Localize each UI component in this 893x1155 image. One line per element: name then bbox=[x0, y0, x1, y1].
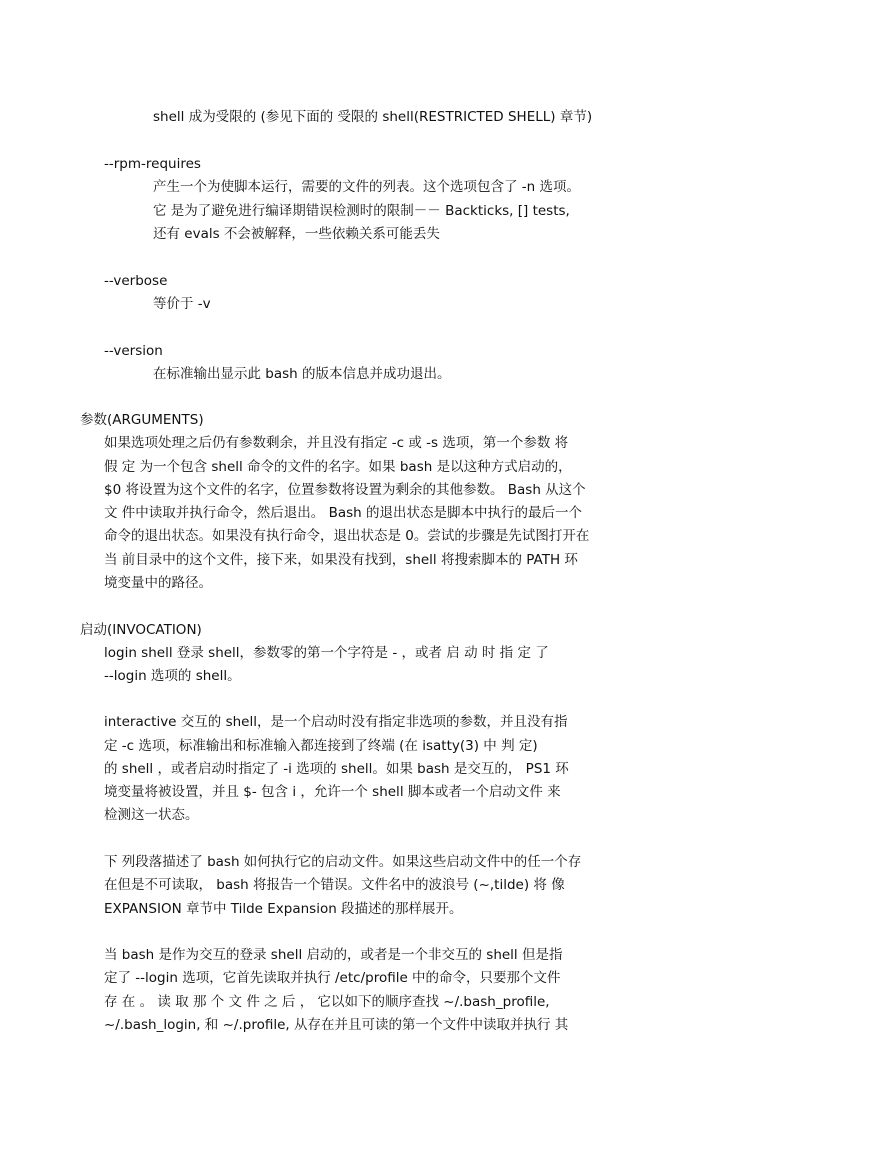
paragraph-line: 文 件中读取并执行命令，然后退出。 Bash 的退出状态是脚本中执行的最后一个 bbox=[104, 505, 582, 521]
paragraph-line: 当 前目录中的这个文件，接下来，如果没有找到，shell 将搜索脚本的 PATH 环 bbox=[104, 552, 578, 568]
option-desc-line: 等价于 -v bbox=[153, 296, 211, 312]
option-term-rpm-requires: --rpm-requires bbox=[104, 156, 201, 172]
paragraph-line: 存 在 。 读 取 那 个 文 件 之 后 ， 它以如下的顺序查找 ~/.bash_profile, bbox=[104, 994, 550, 1010]
paragraph-line: 如果选项处理之后仍有参数剩余，并且没有指定 -c 或 -s 选项，第一个参数 将 bbox=[104, 435, 569, 451]
paragraph-line: $0 将设置为这个文件的名字，位置参数将设置为剩余的其他参数。 Bash 从这个 bbox=[104, 482, 586, 498]
paragraph-line: 境变量将被设置，并且 $- 包含 i ，允许一个 shell 脚本或者一个启动文件 来 bbox=[104, 784, 561, 800]
paragraph-line: ~/.bash_login, 和 ~/.profile, 从存在并且可读的第一个文件中读取并执行 其 bbox=[104, 1017, 569, 1033]
paragraph-line: 定了 --login 选项，它首先读取并执行 /etc/profile 中的命令，只要那个文件 bbox=[104, 970, 561, 986]
section-heading-invocation: 启动(INVOCATION) bbox=[80, 622, 202, 638]
paragraph-line: 当 bash 是作为交互的登录 shell 启动的，或者是一个非交互的 shell 但是指 bbox=[104, 947, 563, 963]
paragraph-line: --login 选项的 shell。 bbox=[104, 668, 241, 684]
paragraph-line: login shell 登录 shell，参数零的第一个字符是 - ，或者 启 动 时 指 定 了 bbox=[104, 645, 549, 661]
paragraph-line: 在但是不可读取， bash 将报告一个错误。文件名中的波浪号 (~,tilde) 将 像 bbox=[104, 877, 565, 893]
option-term-version: --version bbox=[104, 343, 163, 359]
paragraph-line: 检测这一状态。 bbox=[104, 807, 199, 823]
option-desc-line: 产生一个为使脚本运行，需要的文件的列表。这个选项包含了 -n 选项。 bbox=[153, 179, 581, 195]
paragraph-line: 的 shell ，或者启动时指定了 -i 选项的 shell。如果 bash 是交互的， PS1 环 bbox=[104, 761, 569, 777]
option-term-verbose: --verbose bbox=[104, 273, 168, 289]
paragraph-line: EXPANSION 章节中 Tilde Expansion 段描述的那样展开。 bbox=[104, 901, 463, 917]
paragraph-line: interactive 交互的 shell，是一个启动时没有指定非选项的参数，并且没有指 bbox=[104, 714, 568, 730]
paragraph-line: 境变量中的路径。 bbox=[104, 575, 212, 591]
paragraph-line: 下 列段落描述了 bash 如何执行它的启动文件。如果这些启动文件中的任一个存 bbox=[104, 854, 582, 870]
paragraph-line: 假 定 为一个包含 shell 命令的文件的名字。如果 bash 是以这种方式启动的， bbox=[104, 459, 572, 475]
option-desc-line: 还有 evals 不会被解释，一些依赖关系可能丢失 bbox=[153, 226, 440, 242]
paragraph-line: 定 -c 选项，标准输出和标准输入都连接到了终端 (在 isatty(3) 中 判 定) bbox=[104, 738, 538, 754]
continuation-line: shell 成为受限的 (参见下面的 受限的 shell(RESTRICTED SHELL) 章节) bbox=[153, 109, 593, 125]
paragraph-line: 命令的退出状态。如果没有执行命令，退出状态是 0。尝试的步骤是先试图打开在 bbox=[104, 528, 590, 544]
option-desc-line: 它 是为了避免进行编译期错误检测时的限制－－ Backticks, [] tests, bbox=[153, 203, 570, 219]
option-desc-line: 在标准输出显示此 bash 的版本信息并成功退出。 bbox=[153, 366, 451, 382]
section-heading-arguments: 参数(ARGUMENTS) bbox=[80, 412, 204, 428]
